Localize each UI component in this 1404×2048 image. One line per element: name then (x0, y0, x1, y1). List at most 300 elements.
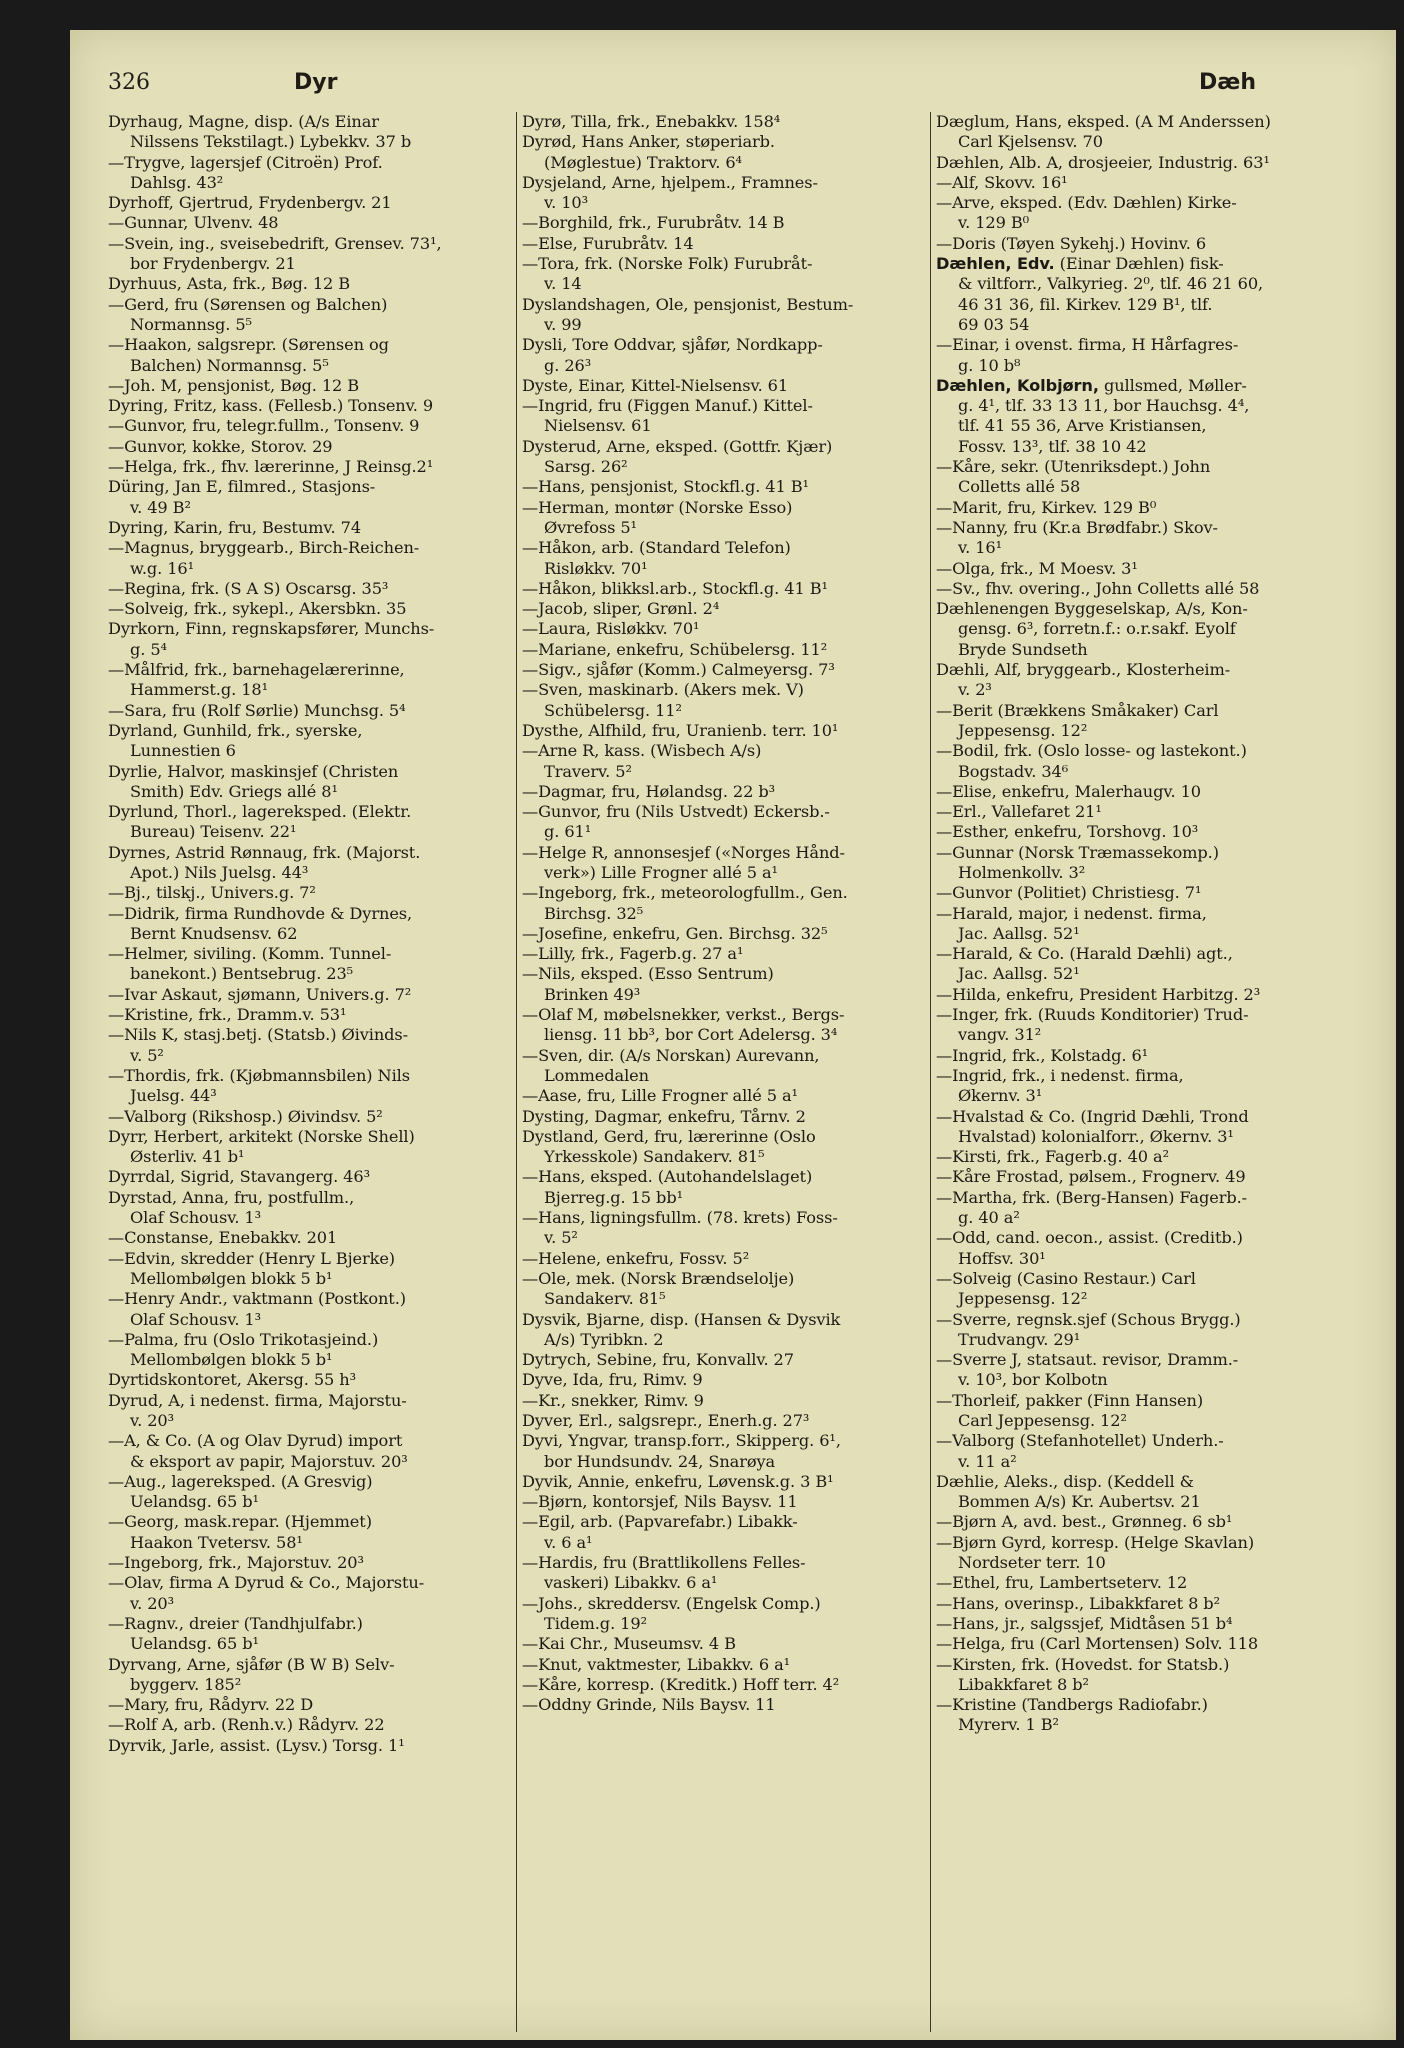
entry-line: —Helene, enkefru, Fossv. 5² (522, 1248, 750, 1268)
directory-entry (108, 802, 518, 843)
directory-entry (108, 1573, 518, 1614)
entry-line: Bogstadv. 34⁶ (958, 761, 1069, 781)
entry-line: —Aug., lagereksped. (A Gresvig) (108, 1471, 373, 1491)
entry-line: & viltforr., Valkyrieg. 2⁰, tlf. 46 21 60, (958, 274, 1264, 294)
entry-line: g. 4¹, tlf. 33 13 11, bor Hauchsg. 4⁴, (958, 396, 1250, 416)
directory-page (70, 30, 1396, 2040)
entry-line: —Ole, mek. (Norsk Brændselolje) (522, 1268, 795, 1288)
entry-line: —Erl., Vallefaret 21¹ (936, 802, 1102, 822)
entry-line: —Ethel, fru, Lambertseterv. 12 (936, 1573, 1188, 1593)
entry-line: —Nils, eksped. (Esso Sentrum) (522, 964, 774, 984)
entry-line: Dysting, Dagmar, enkefru, Tårnv. 2 (522, 1106, 806, 1126)
entry-line: Dahlsg. 43² (130, 172, 224, 192)
entry-line: —Rolf A, arb. (Renh.v.) Rådyrv. 22 (108, 1715, 385, 1735)
entry-line: —Valborg (Stefanhotellet) Underh.- (936, 1431, 1224, 1451)
entry-line: —Svein, ing., sveisebedrift, Grensev. 73¹, (108, 233, 442, 253)
entry-line: Hammerst.g. 18¹ (130, 680, 268, 700)
entry-line: v. 20³ (130, 1411, 175, 1430)
entry-line: Dæhlen, Kolbjørn, gullsmed, Møller- (936, 375, 1247, 395)
entry-line: —Kåre Frostad, pølsem., Frognerv. 49 (936, 1167, 1246, 1187)
directory-entry (936, 1046, 1356, 1066)
directory-entry (936, 1147, 1356, 1167)
entry-line: —Edvin, skredder (Henry L Bjerke) (108, 1248, 396, 1268)
directory-entry (108, 721, 518, 762)
entry-line: —Bodil, frk. (Oslo losse- og lastekont.) (936, 741, 1247, 761)
directory-entry (522, 802, 930, 843)
entry-line: Dysterud, Arne, eksped. (Gottfr. Kjær) (522, 436, 833, 456)
entry-line: v. 10³ (544, 193, 589, 213)
directory-entry (108, 1431, 518, 1472)
entry-line: —Ingeborg, frk., Majorstuv. 20³ (108, 1553, 364, 1573)
directory-entry (522, 295, 930, 336)
entry-line: —Kr., snekker, Rimv. 9 (522, 1390, 704, 1410)
left-guide-word: Dyr (294, 70, 338, 95)
entry-line: Düring, Jan E, filmred., Stasjons- (108, 477, 376, 497)
entry-line: —Henry Andr., vaktmann (Postkont.) (108, 1289, 406, 1309)
directory-entry (108, 1553, 518, 1573)
entry-line: —Kåre, korresp. (Kreditk.) Hoff terr. 4² (522, 1674, 840, 1694)
directory-entry (108, 234, 518, 275)
directory-entry (522, 538, 930, 579)
directory-entry (522, 924, 930, 944)
directory-entry (936, 1634, 1356, 1654)
directory-entry (936, 1167, 1356, 1187)
entry-line: —Ingeborg, frk., meteorologfullm., Gen. (522, 883, 848, 903)
entry-line: Bryde Sundseth (958, 639, 1088, 659)
directory-entry (936, 904, 1356, 945)
entry-line: Schübelersg. 11² (544, 700, 682, 720)
directory-entry (108, 1066, 518, 1107)
entry-line: —Marit, fru, Kirkev. 129 B⁰ (936, 497, 1157, 517)
directory-entry (522, 1553, 930, 1594)
right-guide-word: Dæh (1199, 70, 1256, 95)
directory-entry (936, 883, 1356, 903)
entry-line: —Kai Chr., Museumsv. 4 B (522, 1634, 736, 1654)
entry-line: Sandakerv. 81⁵ (544, 1289, 666, 1309)
entry-line: —Alf, Skovv. 16¹ (936, 172, 1068, 192)
entry-line: —Palma, fru (Oslo Trikotasjeind.) (108, 1329, 379, 1349)
directory-entry (522, 213, 930, 233)
entry-line: —Bjørn, kontorsjef, Nils Baysv. 11 (522, 1492, 798, 1512)
entry-line: —Solveig (Casino Restaur.) Carl (936, 1268, 1196, 1288)
directory-entry (108, 1391, 518, 1432)
entry-line: Dyrhaug, Magne, disp. (A/s Einar (108, 112, 379, 131)
directory-entry (936, 559, 1356, 579)
directory-entry (936, 985, 1356, 1005)
entry-line: Trudvangv. 29¹ (958, 1329, 1081, 1349)
entry-line: —Thorleif, pakker (Finn Hansen) (936, 1390, 1204, 1410)
entry-line: —Arne R, kass. (Wisbech A/s) (522, 741, 762, 761)
entry-line: Dyrø, Tilla, frk., Enebakkv. 158⁴ (522, 112, 781, 131)
directory-entry (522, 477, 930, 497)
directory-entry (108, 416, 518, 436)
entry-line: Lommedalen (544, 1065, 649, 1085)
entry-line: —Harald, major, i nedenst. firma, (936, 903, 1207, 923)
directory-entry (108, 1289, 518, 1330)
directory-entry (522, 944, 930, 964)
directory-entry (522, 173, 930, 214)
entry-line: —Egil, arb. (Papvarefabr.) Libakk- (522, 1512, 798, 1532)
directory-entry (936, 173, 1356, 193)
directory-entry (108, 295, 518, 336)
directory-entry (936, 599, 1356, 660)
directory-entry (522, 112, 930, 132)
entry-line: —Gunvor, fru, telegr.fullm., Tonsenv. 9 (108, 416, 420, 436)
entry-line: 46 31 36, fil. Kirkev. 129 B¹, tlf. (958, 294, 1213, 314)
directory-entry (936, 112, 1356, 153)
entry-line: Dyrød, Hans Anker, støperiarb. (522, 132, 775, 152)
directory-entry (936, 335, 1356, 376)
directory-entry (108, 1025, 518, 1066)
entry-line: —Hvalstad & Co. (Ingrid Dæhli, Trond (936, 1106, 1249, 1126)
entry-line: Dyvik, Annie, enkefru, Løvensk.g. 3 B¹ (522, 1471, 834, 1491)
directory-entry (108, 1655, 518, 1696)
entry-line: —Sigv., sjåfør (Komm.) Calmeyersg. 7³ (522, 660, 835, 680)
entry-line: —Kirsten, frk. (Hovedst. for Statsb.) (936, 1654, 1230, 1674)
entry-line: —Målfrid, frk., barnehagelærerinne, (108, 660, 405, 680)
entry-line: —Bj., tilskj., Univers.g. 7² (108, 883, 316, 903)
directory-entry (108, 1715, 518, 1735)
directory-entry (108, 274, 518, 294)
entry-line: Myrerv. 1 B² (958, 1715, 1059, 1735)
directory-entry (522, 843, 930, 884)
directory-entry (108, 518, 518, 538)
entry-line: Dyrlund, Thorl., lagereksped. (Elektr. (108, 802, 412, 822)
entry-line: —Lilly, frk., Fagerb.g. 27 a¹ (522, 944, 744, 964)
directory-entry (936, 1188, 1356, 1229)
directory-entry (108, 457, 518, 477)
page-number: 326 (108, 70, 150, 95)
entry-line: Mellombølgen blokk 5 b¹ (130, 1268, 333, 1288)
entry-line: Sarsg. 26² (544, 457, 628, 477)
entry-line: Uelandsg. 65 b¹ (130, 1634, 259, 1654)
entry-line: Økernv. 3¹ (958, 1086, 1043, 1106)
directory-column-3 (936, 112, 1356, 2040)
directory-entry (936, 1533, 1356, 1574)
entry-line: —Herman, montør (Norske Esso) (522, 497, 793, 517)
entry-line: —Helga, frk., fhv. lærerinne, J Reinsg.2¹ (108, 457, 434, 477)
entry-line: —Else, Furubråtv. 14 (522, 233, 694, 253)
entry-line: —Sverre, regnsk.sjef (Schous Brygg.) (936, 1309, 1241, 1329)
entry-line: —Josefine, enkefru, Gen. Birchsg. 32⁵ (522, 923, 828, 943)
directory-entry (108, 112, 518, 153)
entry-line: —Ingrid, fru (Figgen Manuf.) Kittel- (522, 396, 813, 416)
directory-entry (108, 1512, 518, 1553)
directory-entry (936, 579, 1356, 599)
entry-line: Olaf Schousv. 1³ (130, 1208, 261, 1228)
directory-entry (522, 396, 930, 437)
directory-entry (522, 1370, 930, 1390)
entry-line: Olaf Schousv. 1³ (130, 1309, 261, 1329)
entry-line: g. 5⁴ (130, 639, 167, 659)
entry-line: Uelandsg. 65 b¹ (130, 1492, 259, 1512)
directory-entry (108, 944, 518, 985)
directory-entry (108, 1370, 518, 1390)
entry-line: —Solveig, frk., sykepl., Akersbkn. 35 (108, 599, 407, 619)
entry-line: Carl Jeppesensg. 12² (958, 1411, 1127, 1430)
directory-entry (936, 1391, 1356, 1432)
directory-entry (522, 1167, 930, 1208)
entry-line: Carl Kjelsensv. 70 (958, 132, 1103, 152)
directory-entry (522, 376, 930, 396)
entry-line: —Ingrid, frk., Kolstadg. 6¹ (936, 1045, 1149, 1065)
entry-line: —Hans, overinsp., Libakkfaret 8 b² (936, 1593, 1220, 1613)
directory-entry (936, 193, 1356, 234)
entry-line: bor Hundsundv. 24, Snarøya (544, 1451, 776, 1471)
entry-line: v. 5² (544, 1228, 578, 1248)
directory-entry (522, 1695, 930, 1715)
directory-entry (108, 1330, 518, 1371)
entry-line: —Oddny Grinde, Nils Baysv. 11 (522, 1695, 776, 1715)
directory-entry (936, 457, 1356, 498)
entry-line: —Hilda, enkefru, President Harbitzg. 2³ (936, 984, 1261, 1004)
directory-entry (108, 619, 518, 660)
entry-line: w.g. 16¹ (130, 558, 195, 578)
entry-line: Nordseter terr. 10 (958, 1553, 1106, 1573)
directory-entry (936, 1269, 1356, 1310)
directory-entry (936, 153, 1356, 173)
directory-entry (522, 964, 930, 1005)
directory-entry (522, 1431, 930, 1472)
entry-line: Dyrhuus, Asta, frk., Bøg. 12 B (108, 274, 351, 294)
directory-entry (108, 660, 518, 701)
directory-entry (108, 335, 518, 376)
entry-line: —Laura, Risløkkv. 70¹ (522, 619, 700, 639)
directory-entry (936, 234, 1356, 254)
directory-entry (108, 1472, 518, 1513)
entry-line: —A, & Co. (A og Olav Dyrud) import (108, 1431, 403, 1451)
entry-line: —Helga, fru (Carl Mortensen) Solv. 118 (936, 1634, 1259, 1654)
entry-line: Dyrud, A, i nedenst. firma, Majorstu- (108, 1390, 407, 1410)
entry-line: —Einar, i ovenst. firma, H Hårfagres- (936, 335, 1239, 355)
entry-line: —Sverre J, statsaut. revisor, Dramm.- (936, 1350, 1239, 1370)
entry-line: Øvrefoss 5¹ (544, 517, 637, 537)
entry-line: Dysthe, Alfhild, fru, Uranienb. terr. 10¹ (522, 720, 839, 740)
column-rule (930, 112, 931, 2032)
directory-entry (108, 193, 518, 213)
entry-line: —Sara, fru (Rolf Sørlie) Munchsg. 5⁴ (108, 700, 406, 720)
directory-entry (522, 254, 930, 295)
entry-line: —Gerd, fru (Sørensen og Balchen) (108, 294, 388, 314)
directory-entry (522, 1269, 930, 1310)
entry-line: Haakon Tvetersv. 58¹ (130, 1532, 303, 1552)
directory-entry (522, 1127, 930, 1168)
directory-entry (522, 1594, 930, 1635)
entry-line: —Sv., fhv. overing., John Colletts allé 58 (936, 578, 1260, 598)
entry-line: —Berit (Brækkens Småkaker) Carl (936, 700, 1219, 720)
entry-line: —Gunvor (Politiet) Christiesg. 7¹ (936, 883, 1202, 903)
entry-line: Dæhlie, Aleks., disp. (Keddell & (936, 1471, 1194, 1491)
entry-line: —Bjørn Gyrd, korresp. (Helge Skavlan) (936, 1532, 1255, 1552)
entry-line: —Dagmar, fru, Hølandsg. 22 b³ (522, 781, 776, 801)
directory-entry (522, 1249, 930, 1269)
entry-line: v. 16¹ (958, 538, 1003, 558)
directory-entry (936, 843, 1356, 884)
entry-line: g. 10 b⁸ (958, 355, 1021, 375)
entry-line: byggerv. 185² (130, 1674, 242, 1694)
entry-line: banekont.) Bentsebrug. 23⁵ (130, 964, 354, 984)
entry-line: Dæhlen, Edv. (Einar Dæhlen) fisk- (936, 254, 1224, 274)
entry-line: Dyrnes, Astrid Rønnaug, frk. (Majorst. (108, 842, 421, 862)
directory-entry (108, 843, 518, 884)
directory-entry (522, 660, 930, 680)
entry-line: —Martha, frk. (Berg-Hansen) Fagerb.- (936, 1187, 1248, 1207)
directory-entry (522, 721, 930, 741)
directory-entry (108, 153, 518, 194)
entry-line: tlf. 41 55 36, Arve Kristiansen, (958, 416, 1207, 436)
entry-line: & eksport av papir, Majorstuv. 20³ (130, 1451, 408, 1471)
entry-line: Nielsensv. 61 (544, 416, 652, 436)
entry-line: v. 10³, bor Kolbotn (958, 1370, 1108, 1390)
entry-line: v. 99 (544, 314, 582, 334)
directory-entry (522, 1391, 930, 1411)
entry-line: Dyring, Fritz, kass. (Fellesb.) Tonsenv. 9 (108, 396, 434, 416)
entry-line: Dyrhoff, Gjertrud, Frydenbergv. 21 (108, 193, 392, 213)
directory-column-2 (522, 112, 930, 2040)
directory-entry (936, 1005, 1356, 1046)
entry-line: Dyste, Einar, Kittel-Nielsensv. 61 (522, 375, 789, 395)
entry-line: —Arve, eksped. (Edv. Dæhlen) Kirke- (936, 193, 1237, 213)
directory-entry (522, 1492, 930, 1512)
directory-entry (936, 1614, 1356, 1634)
directory-entry (108, 1695, 518, 1715)
entry-line: —Olaf M, møbelsnekker, verkst., Bergs- (522, 1005, 845, 1025)
directory-entry (108, 1614, 518, 1655)
entry-line: Juelsg. 44³ (130, 1086, 217, 1106)
directory-entry (522, 1208, 930, 1249)
directory-entry (936, 376, 1356, 457)
directory-entry (936, 1431, 1356, 1472)
directory-entry (522, 1512, 930, 1553)
directory-entry (522, 1675, 930, 1695)
directory-entry (522, 782, 930, 802)
directory-entry (936, 518, 1356, 559)
entry-line: g. 61¹ (544, 822, 592, 842)
entry-line: —Johs., skreddersv. (Engelsk Comp.) (522, 1593, 821, 1613)
entry-line: —Knut, vaktmester, Libakkv. 6 a¹ (522, 1654, 791, 1674)
entry-line: —Olga, frk., M Moesv. 3¹ (936, 558, 1138, 578)
entry-line: —Håkon, arb. (Standard Telefon) (522, 538, 791, 558)
page-header (108, 70, 1356, 110)
directory-entry (522, 1005, 930, 1046)
entry-line: Jeppesensg. 12² (958, 1289, 1088, 1309)
entry-line: —Trygve, lagersjef (Citroën) Prof. (108, 152, 383, 172)
entry-line: Dyrr, Herbert, arkitekt (Norske Shell) (108, 1126, 415, 1146)
entry-line: Hoffsv. 30¹ (958, 1248, 1046, 1268)
directory-entry (108, 904, 518, 945)
entry-line: Fossv. 13³, tlf. 38 10 42 (958, 436, 1147, 456)
entry-line: v. 129 B⁰ (958, 213, 1030, 233)
entry-line: Dyrtidskontoret, Akersg. 55 h³ (108, 1370, 356, 1390)
entry-line: —Valborg (Rikshosp.) Øivindsv. 5² (108, 1106, 383, 1126)
directory-entry (108, 213, 518, 233)
entry-line: Jeppesensg. 12² (958, 720, 1088, 740)
entry-line: Dystland, Gerd, fru, lærerinne (Oslo (522, 1126, 816, 1146)
entry-line: —Gunnar (Norsk Træmassekomp.) (936, 842, 1219, 862)
entry-line: Dyrland, Gunhild, frk., syerske, (108, 720, 363, 740)
entry-line: —Kåre, sekr. (Utenriksdept.) John (936, 457, 1211, 477)
directory-entry (936, 1594, 1356, 1614)
directory-entry (108, 396, 518, 416)
entry-line: Dæhli, Alf, bryggearb., Klosterheim- (936, 660, 1231, 680)
directory-entry (108, 1188, 518, 1229)
directory-entry (108, 579, 518, 599)
directory-entry (936, 1573, 1356, 1593)
directory-entry (522, 1046, 930, 1087)
entry-line: g. 26³ (544, 355, 592, 375)
entry-line: Dytrych, Sebine, fru, Konvallv. 27 (522, 1350, 794, 1370)
directory-entry (522, 1086, 930, 1106)
directory-entry (522, 1655, 930, 1675)
directory-entry (108, 599, 518, 619)
directory-entry (936, 782, 1356, 802)
entry-line: Normannsg. 5⁵ (130, 314, 252, 334)
entry-line: v. 5² (130, 1045, 164, 1065)
entry-line: Dysvik, Bjarne, disp. (Hansen & Dysvik (522, 1309, 841, 1329)
entry-line: —Gunnar, Ulvenv. 48 (108, 213, 279, 233)
entry-line: Dyring, Karin, fru, Bestumv. 74 (108, 517, 362, 537)
directory-entry (522, 234, 930, 254)
entry-line: vangv. 31² (958, 1025, 1042, 1045)
entry-line: vaskeri) Libakkv. 6 a¹ (544, 1573, 718, 1593)
directory-entry (936, 1228, 1356, 1269)
entry-line: —Hardis, fru (Brattlikollens Felles- (522, 1553, 806, 1573)
entry-line: —Borghild, frk., Furubråtv. 14 B (522, 213, 785, 233)
entry-line: —Hans, pensjonist, Stockfl.g. 41 B¹ (522, 477, 809, 497)
directory-column-1 (108, 112, 518, 2040)
entry-line: g. 40 a² (958, 1208, 1020, 1228)
entry-line: Yrkesskole) Sandakerv. 81⁵ (544, 1147, 765, 1167)
entry-line: —Magnus, bryggearb., Birch-Reichen- (108, 538, 420, 558)
entry-line: —Haakon, salgsrepr. (Sørensen og (108, 335, 389, 355)
entry-line: —Hans, ligningsfullm. (78. krets) Foss- (522, 1208, 838, 1228)
entry-line: Hvalstad) kolonialforr., Økernv. 3¹ (958, 1126, 1234, 1146)
directory-entry (936, 1066, 1356, 1107)
directory-entry (108, 1228, 518, 1248)
entry-line: —Gunvor, kokke, Storov. 29 (108, 436, 333, 456)
entry-line: v. 2³ (958, 680, 992, 700)
directory-entry (522, 1107, 930, 1127)
entry-line: Dysli, Tore Oddvar, sjåfør, Nordkapp- (522, 335, 823, 355)
directory-entry (936, 1310, 1356, 1351)
entry-line: v. 20³ (130, 1593, 175, 1613)
entry-line: —Joh. M, pensjonist, Bøg. 12 B (108, 375, 360, 395)
entry-line: —Didrik, firma Rundhovde & Dyrnes, (108, 903, 413, 923)
entry-line: v. 14 (544, 274, 582, 294)
entry-line: —Mary, fru, Rådyrv. 22 D (108, 1695, 314, 1715)
entry-line: Dyve, Ida, fru, Rimv. 9 (522, 1370, 703, 1390)
entry-line: —Gunvor, fru (Nils Ustvedt) Eckersb.- (522, 802, 830, 822)
directory-entry (522, 619, 930, 639)
entry-line: Dyrrdal, Sigrid, Stavangerg. 46³ (108, 1167, 370, 1187)
entry-line: Libakkfaret 8 b² (958, 1674, 1089, 1694)
entry-line: Brinken 49³ (544, 984, 641, 1004)
entry-line: —Ivar Askaut, sjømann, Univers.g. 7² (108, 984, 412, 1004)
directory-entry (108, 762, 518, 803)
directory-entry (936, 498, 1356, 518)
entry-line: —Constanse, Enebakkv. 201 (108, 1228, 338, 1248)
entry-line: Dyrvik, Jarle, assist. (Lysv.) Torsg. 1¹ (108, 1735, 405, 1755)
entry-line: liensg. 11 bb³, bor Cort Adelersg. 3⁴ (544, 1025, 838, 1045)
entry-line: —Nils K, stasj.betj. (Statsb.) Øivinds- (108, 1025, 409, 1045)
entry-line: Bernt Knudsensv. 62 (130, 923, 298, 943)
entry-line: Dyrstad, Anna, fru, postfullm., (108, 1187, 355, 1207)
entry-line: 69 03 54 (958, 314, 1030, 334)
entry-line: Nilssens Tekstilagt.) Lybekkv. 37 b (130, 132, 412, 152)
directory-entry (936, 660, 1356, 701)
entry-line: —Hans, eksped. (Autohandelslaget) (522, 1167, 813, 1187)
directory-entry (108, 376, 518, 396)
